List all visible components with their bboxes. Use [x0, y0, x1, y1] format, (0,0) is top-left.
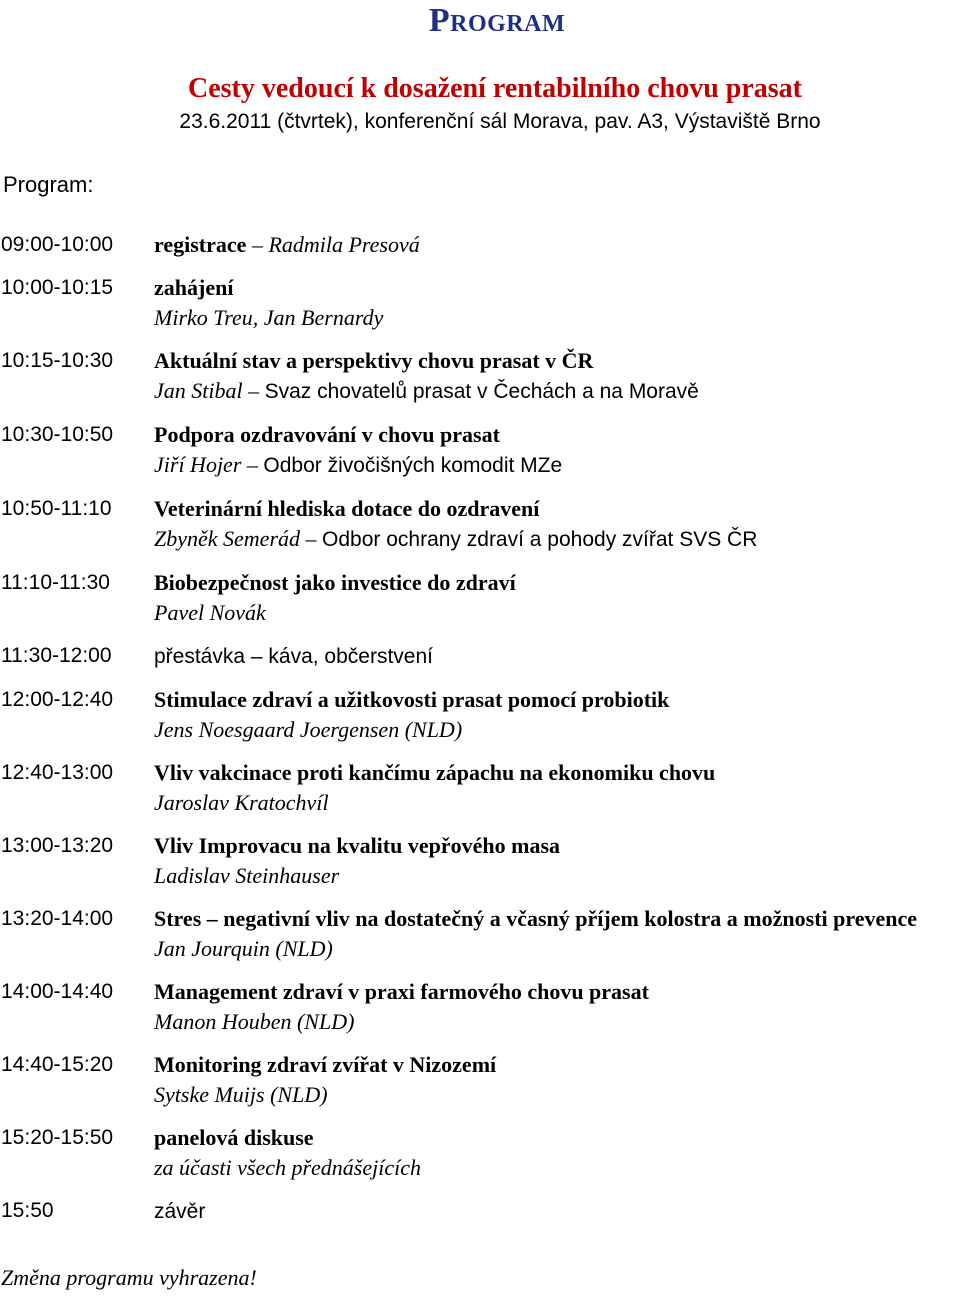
schedule-speaker: Jaroslav Kratochvíl	[154, 790, 329, 815]
schedule-time: 10:00-10:15	[1, 276, 114, 299]
schedule-content	[154, 831, 960, 891]
schedule-content	[154, 1050, 960, 1110]
schedule-content	[154, 420, 960, 481]
schedule-content	[154, 494, 960, 555]
schedule-speaker: Mirko Treu, Jan Bernardy	[154, 305, 384, 330]
program-label: Program:	[3, 172, 94, 197]
schedule-content	[154, 568, 960, 628]
schedule-time: 14:40-15:20	[1, 1053, 114, 1076]
schedule-content	[154, 273, 960, 333]
schedule-row	[0, 568, 960, 628]
dash-separator: –	[242, 378, 265, 403]
schedule-content	[154, 641, 960, 672]
speaker-organization: Svaz chovatelů prasat v Čechách a na Moravě	[264, 380, 699, 403]
schedule-speaker: za účasti všech přednášejících	[154, 1155, 421, 1180]
document-title: Program	[428, 2, 566, 39]
schedule-time: 10:50-11:10	[1, 497, 112, 520]
schedule-content	[154, 230, 960, 260]
schedule-topic: Aktuální stav a perspektivy chovu prasat v ČR	[154, 348, 594, 373]
schedule-row	[0, 831, 960, 891]
schedule-plain-text: přestávka – káva, občerstvení	[154, 645, 433, 668]
schedule-topic: Biobezpečnost jako investice do zdraví	[154, 570, 516, 595]
schedule-topic: Veterinární hlediska dotace do ozdravení	[154, 496, 540, 521]
schedule-row	[0, 904, 960, 964]
schedule-row	[0, 1050, 960, 1110]
schedule-speaker: Jiří Hojer	[154, 452, 242, 477]
schedule-row	[0, 685, 960, 745]
schedule-row	[0, 977, 960, 1037]
schedule-time: 11:10-11:30	[1, 571, 110, 594]
date-venue-line: 23.6.2011 (čtvrtek), konferenční sál Morava, pav. A3, Výstaviště Brno	[179, 110, 821, 133]
schedule-row	[0, 230, 960, 260]
schedule-content	[154, 977, 960, 1037]
schedule-speaker: Manon Houben (NLD)	[154, 1009, 355, 1034]
schedule-topic: panelová diskuse	[154, 1125, 314, 1150]
speaker-organization: Odbor živočišných komodit MZe	[263, 454, 563, 477]
schedule-content	[154, 758, 960, 818]
schedule-topic: Stimulace zdraví a užitkovosti prasat pomocí probiotik	[154, 687, 670, 712]
schedule-row	[0, 273, 960, 333]
schedule-row	[0, 758, 960, 818]
schedule-content	[154, 904, 960, 964]
schedule-plain-text: závěr	[154, 1200, 206, 1223]
schedule-speaker: Jan Stibal	[154, 378, 243, 403]
dash-separator: –	[246, 232, 269, 257]
schedule-time: 15:20-15:50	[1, 1126, 114, 1149]
schedule-topic: Vliv Improvacu na kvalitu vepřového masa	[154, 833, 561, 858]
schedule-row	[0, 1123, 960, 1183]
schedule-time: 13:00-13:20	[1, 834, 114, 857]
schedule-speaker: Zbyněk Semerád	[154, 526, 301, 551]
schedule-time: 15:50	[1, 1199, 54, 1222]
schedule-time: 10:15-10:30	[1, 349, 114, 372]
schedule-content	[154, 685, 960, 745]
speaker-organization: Odbor ochrany zdraví a pohody zvířat SVS ČR	[322, 528, 758, 551]
schedule-speaker: Jens Noesgaard Joergensen (NLD)	[154, 717, 463, 742]
schedule-time: 12:00-12:40	[1, 688, 114, 711]
footer-note: Změna programu vyhrazena!	[1, 1265, 257, 1290]
schedule-speaker: Pavel Novák	[154, 600, 266, 625]
schedule-speaker: Ladislav Steinhauser	[154, 863, 340, 888]
schedule-row	[0, 641, 960, 672]
conference-subtitle: Cesty vedoucí k dosažení rentabilního chovu prasat	[188, 73, 802, 104]
schedule-time: 12:40-13:00	[1, 761, 114, 784]
schedule-topic: Vliv vakcinace proti kančímu zápachu na ekonomiku chovu	[154, 760, 716, 785]
schedule-speaker: Jan Jourquin (NLD)	[154, 936, 333, 961]
dash-separator: –	[300, 526, 323, 551]
dash-separator: –	[241, 452, 264, 477]
schedule-row	[0, 420, 960, 481]
schedule-topic: registrace	[154, 232, 247, 257]
schedule-topic: zahájení	[154, 275, 234, 300]
schedule-content	[154, 1196, 960, 1227]
schedule-speaker: Radmila Presová	[268, 232, 420, 257]
schedule-topic: Podpora ozdravování v chovu prasat	[154, 422, 500, 447]
schedule-time: 11:30-12:00	[1, 644, 112, 667]
schedule-topic: Monitoring zdraví zvířat v Nizozemí	[154, 1052, 497, 1077]
schedule-row	[0, 346, 960, 407]
schedule-speaker: Sytske Muijs (NLD)	[154, 1082, 328, 1107]
schedule-content	[154, 1123, 960, 1183]
schedule-time: 09:00-10:00	[1, 233, 114, 256]
schedule-list	[0, 230, 960, 1240]
schedule-topic: Stres – negativní vliv na dostatečný a včasný příjem kolostra a možnosti prevence	[154, 906, 918, 931]
schedule-time: 10:30-10:50	[1, 423, 114, 446]
schedule-time: 13:20-14:00	[1, 907, 114, 930]
schedule-time: 14:00-14:40	[1, 980, 114, 1003]
schedule-content	[154, 346, 960, 407]
schedule-row	[0, 1196, 960, 1227]
schedule-topic: Management zdraví v praxi farmového chovu prasat	[154, 979, 649, 1004]
schedule-row	[0, 494, 960, 555]
